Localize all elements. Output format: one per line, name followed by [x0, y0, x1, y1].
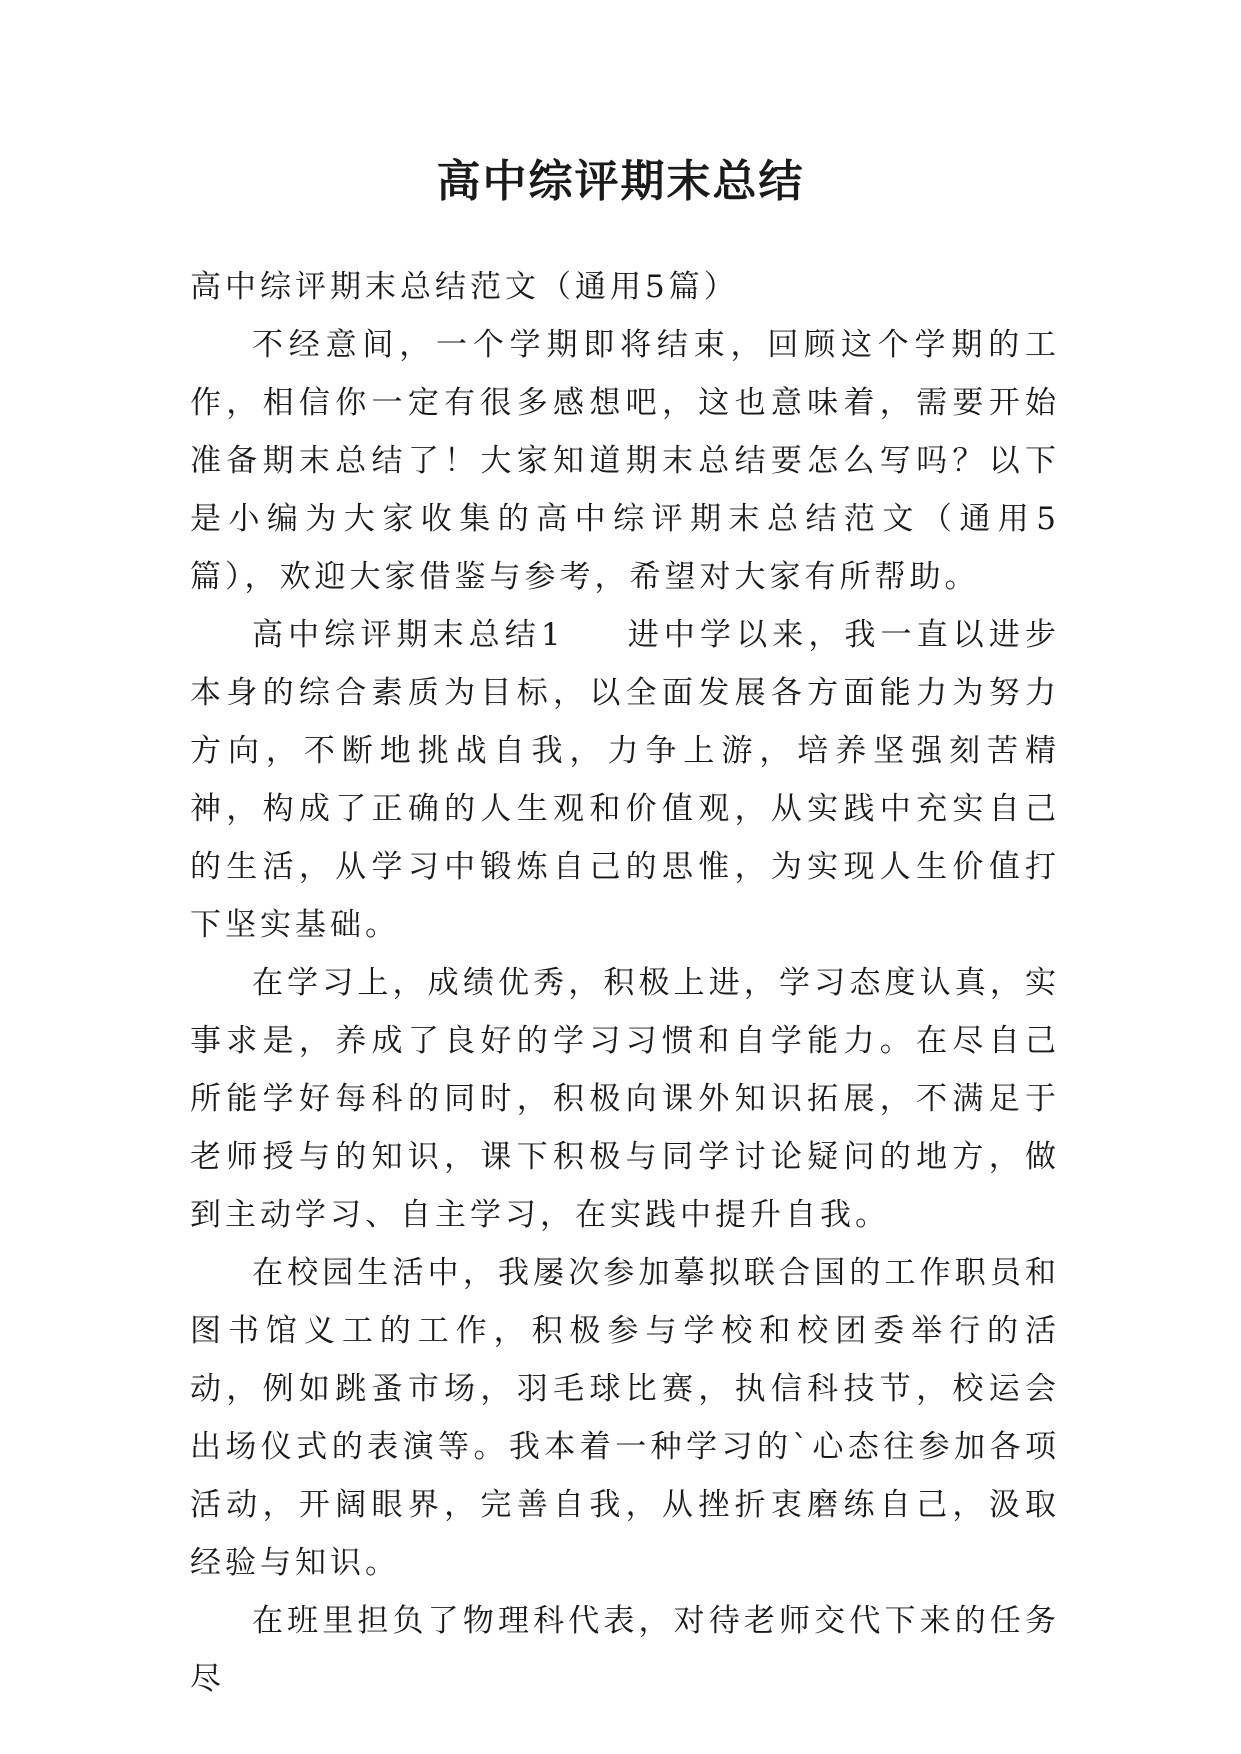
document-subtitle: 高中综评期末总结范文（通用5篇） — [190, 269, 739, 305]
document-body — [190, 258, 1060, 1708]
study-paragraph: 在学习上，成绩优秀，积极上进，学习态度认真，实事求是，养成了良好的学习习惯和自学能力。在尽自己所能学好每科的同时，积极向课外知识拓展，不满足于老师授与的知识，课下积极与同学讨论疑问的地方，做到主动学习、自主学习，在实践中提升自我。 — [190, 965, 1060, 1233]
section-1-paragraph — [190, 606, 1060, 954]
section-1-text: 进中学以来，我一直以进步本身的综合素质为目标，以全面发展各方面能力为努力方向，不断地挑战自我，力争上游，培养坚强刻苦精神，构成了正确的人生观和价值观，从实践中充实自己的生活，从学习中锻炼自己的思惟，为实现人生价值打下坚实基础。 — [190, 617, 1060, 943]
class-role-paragraph: 在班里担负了物理科代表，对待老师交代下来的任务尽 — [190, 1603, 1060, 1697]
section-1-heading: 高中综评期末总结1 — [252, 617, 565, 653]
campus-life-paragraph: 在校园生活中，我屡次参加摹拟联合国的工作职员和图书馆义工的工作，积极参与学校和校团委举行的活动，例如跳蚤市场，羽毛球比赛，执信科技节，校运会出场仪式的表演等。我本着一种学习的`心态往参加各项活动，开阔眼界，完善自我，从挫折衷磨练自己，汲取经验与知识。 — [190, 1255, 1060, 1581]
document-title: 高中综评期末总结 — [436, 156, 805, 207]
intro-paragraph: 不经意间，一个学期即将结束，回顾这个学期的工作，相信你一定有很多感想吧，这也意味着，需要开始准备期末总结了！大家知道期末总结要怎么写吗？以下是小编为大家收集的高中综评期末总结范文（通用5篇），欢迎大家借鉴与参考，希望对大家有所帮助。 — [190, 327, 1060, 595]
